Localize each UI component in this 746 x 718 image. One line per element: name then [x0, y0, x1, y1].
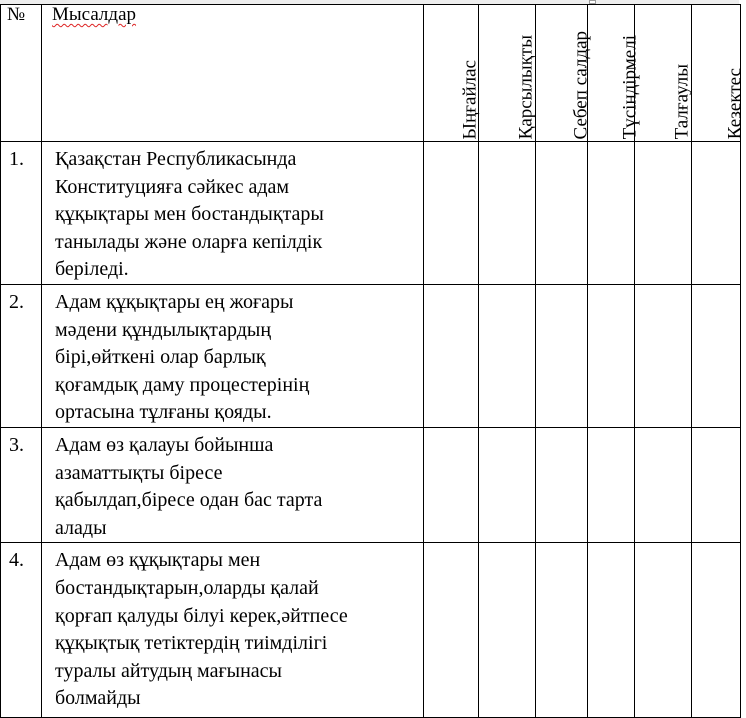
- answer-cell[interactable]: [424, 142, 479, 285]
- answer-cell[interactable]: [479, 142, 536, 285]
- example-line: азаматтықты біресе: [55, 461, 223, 484]
- answer-cell[interactable]: [536, 142, 588, 285]
- answer-cell[interactable]: [536, 284, 588, 427]
- example-line: Адам өз қалауы бойынша: [55, 433, 274, 456]
- example-line: қоғамдық даму процестерінің: [55, 373, 310, 396]
- header-col-5: [692, 5, 746, 142]
- header-row: [1, 5, 741, 142]
- example-line: Конституцияға сәйкес адам: [55, 175, 290, 198]
- example-line: Адам құқықтары ең жоғары: [55, 290, 294, 313]
- answer-cell[interactable]: [692, 427, 741, 542]
- answer-cell[interactable]: [692, 543, 741, 718]
- answer-cell[interactable]: [536, 427, 588, 542]
- example-line: ортасына тұлғаны қояды.: [55, 401, 272, 424]
- answer-cell[interactable]: [424, 284, 479, 427]
- example-line: мәдени құндылықтардың: [55, 318, 272, 341]
- example-text: [42, 142, 424, 285]
- header-col-0: [424, 5, 479, 142]
- example-line: алады: [55, 516, 107, 539]
- example-text: [42, 427, 424, 542]
- row-number: 4.: [1, 543, 42, 718]
- answer-cell[interactable]: [635, 543, 692, 718]
- row-number: 1.: [1, 142, 42, 285]
- row-number: 2.: [1, 284, 42, 427]
- header-col-label: Ыңғайлас: [459, 59, 481, 139]
- answer-cell[interactable]: [424, 427, 479, 542]
- table-row: [1, 543, 741, 718]
- header-col-label: Кезектес: [724, 67, 746, 139]
- answer-cell[interactable]: [692, 142, 741, 285]
- header-examples: [42, 5, 424, 142]
- answer-cell[interactable]: [692, 284, 741, 427]
- example-line: болмайды: [55, 687, 141, 710]
- example-line: құқықтық тетіктердің тиімділігі: [55, 632, 328, 655]
- example-line: Қазақстан Республикасында: [55, 148, 297, 170]
- table-row: [1, 284, 741, 427]
- header-col-label: Қарсылықты: [515, 34, 537, 139]
- header-number: №: [1, 5, 42, 142]
- answer-cell[interactable]: [424, 543, 479, 718]
- header-col-label: Талғаулы: [671, 63, 693, 139]
- header-examples-label: Мысалдар: [52, 4, 137, 25]
- header-col-1: [479, 5, 536, 142]
- row-number: 3.: [1, 427, 42, 542]
- example-line: туралы айтудың мағынасы: [55, 659, 282, 682]
- example-line: бірі,өйткені олар барлық: [55, 346, 266, 369]
- answer-cell[interactable]: [635, 284, 692, 427]
- answer-cell[interactable]: [588, 427, 635, 542]
- header-col-label: Түсіндірмелі: [619, 34, 641, 139]
- answer-cell[interactable]: [479, 427, 536, 542]
- answer-cell[interactable]: [588, 543, 635, 718]
- answer-cell[interactable]: [588, 284, 635, 427]
- example-line: беріледі.: [55, 258, 129, 281]
- answer-cell[interactable]: [479, 543, 536, 718]
- table-row: [1, 427, 741, 542]
- answer-cell[interactable]: [588, 142, 635, 285]
- example-line: қабылдап,біресе одан бас тарта: [55, 489, 323, 512]
- header-col-label: Себеп салдар: [570, 30, 591, 139]
- example-line: Адам өз құқықтары мен: [55, 549, 261, 572]
- conjunction-table: [0, 4, 746, 718]
- example-line: құқықтары мен бостандықтары: [55, 203, 324, 226]
- example-line: қорғап қалуды білуі керек,әйтпесе: [55, 604, 348, 627]
- example-text: [42, 284, 424, 427]
- header-col-4: [635, 5, 692, 142]
- answer-cell[interactable]: [635, 142, 692, 285]
- example-line: танылады және оларға кепілдік: [55, 230, 323, 253]
- example-line: бостандықтарын,оларды қалай: [55, 576, 319, 599]
- answer-cell[interactable]: [536, 543, 588, 718]
- answer-cell[interactable]: [635, 427, 692, 542]
- header-col-2: [536, 5, 591, 142]
- header-col-3: [588, 5, 641, 142]
- table-row: [1, 142, 741, 285]
- example-text: [42, 543, 424, 718]
- answer-cell[interactable]: [479, 284, 536, 427]
